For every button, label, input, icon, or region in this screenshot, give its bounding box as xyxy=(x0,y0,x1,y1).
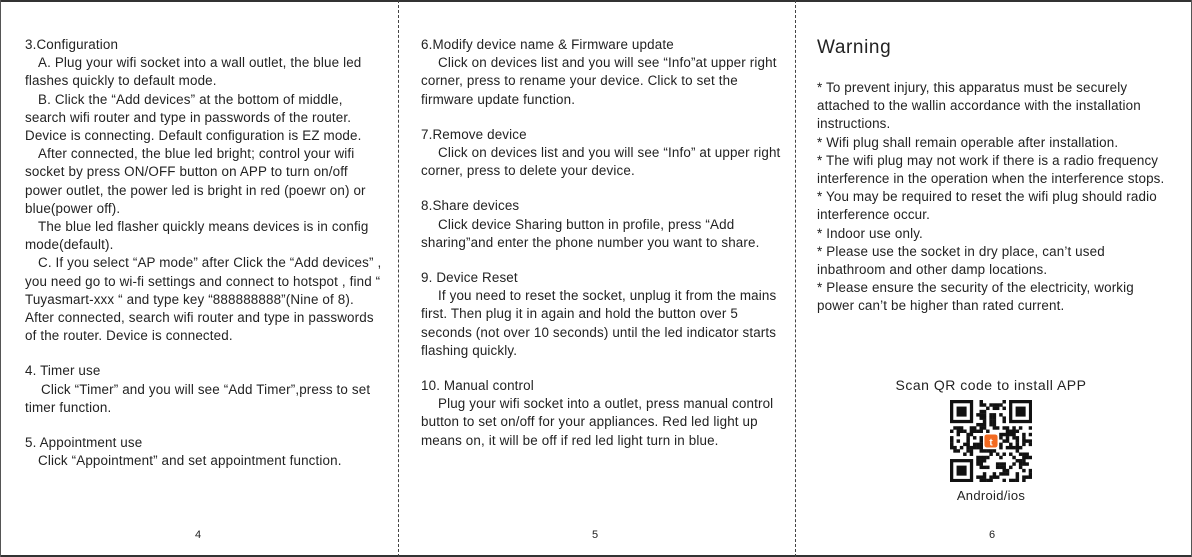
warning-item: * Wifi plug shall remain operable after installation. xyxy=(817,134,1119,150)
fold-line-1 xyxy=(398,0,399,557)
section-7-title: 7.Remove device xyxy=(421,126,527,142)
section-3-step-c: C. If you select “AP mode” after Click the “Add devices” , you need go to wi-fi settings and connect to hotspot , find “ Tuyasmart-xxx “ and type key “888888888”(Nine of 8). After connected, search wifi router and type in passwords of the router. Device is connected. xyxy=(25,255,382,344)
page-border-top xyxy=(0,0,1192,2)
section-9-title: 9. Device Reset xyxy=(421,270,518,286)
qr-title: Scan QR code to install APP xyxy=(895,377,1087,393)
section-8-title: 8.Share devices xyxy=(421,198,520,214)
page-number-6: 6 xyxy=(989,529,996,541)
section-10-body: Plug your wifi socket into a outlet, press manual control button to set on/off for your appliances. Red led light up means on, it will be off if red led light turn in blue. xyxy=(421,396,774,448)
section-7-body: Click on devices list and you will see “Info” at upper right corner, press to delete your device. xyxy=(421,145,781,179)
warning-item: * You may be required to reset the wifi plug should radio interference occur. xyxy=(817,189,1157,223)
fold-line-2 xyxy=(795,0,796,557)
section-3-blue-led-note: The blue led flasher quickly means devices is in config mode(default). xyxy=(25,219,369,253)
section-4-title: 4. Timer use xyxy=(25,363,101,379)
page-border-left xyxy=(0,0,1,557)
section-5-title: 5. Appointment use xyxy=(25,435,143,451)
qr-caption: Android/ios xyxy=(956,488,1026,503)
section-3-step-b: B. Click the “Add devices” at the bottom of middle, search wifi router and type in passwords of the router. Device is connecting. Default configuration is EZ mode. xyxy=(25,91,362,144)
warning-item: * The wifi plug may not work if there is a radio frequency interference in the operation when the interference stops. xyxy=(817,152,1165,187)
page-5-panel xyxy=(421,36,781,450)
svg-text:t: t xyxy=(989,437,993,449)
section-4-body: Click “Timer” and you will see “Add Timer”,press to set timer function. xyxy=(25,381,371,415)
section-3-after-connected: After connected, the blue led bright; control your wifi socket by press ON/OFF button on APP to turn on/off power outlet, the power led is bright in red (poewr on) or blue(power off). xyxy=(25,146,366,216)
warning-item: * Please ensure the security of the electricity, workig power can’t be higher than rated current. xyxy=(817,280,1134,314)
page-4-panel xyxy=(25,36,385,470)
page-6-panel xyxy=(817,36,1173,316)
qr-install-block xyxy=(880,376,1102,503)
section-6-title: 6.Modify device name & Firmware update xyxy=(421,37,674,52)
section-3-step-a: A. Plug your wifi socket into a wall outlet, the blue led flashes quickly to default mode. xyxy=(25,55,362,89)
warning-title: Warning xyxy=(817,37,892,58)
warning-item: * To prevent injury, this apparatus must be securely attached to the wallin accordance with the installation instructions. xyxy=(817,80,1141,132)
page-number-5: 5 xyxy=(592,529,599,541)
warning-item: * Please use the socket in dry place, can’t used inbathroom and other damp locations. xyxy=(817,243,1105,278)
page-number-4: 4 xyxy=(195,529,202,541)
section-5-body: Click “Appointment” and set appointment function. xyxy=(38,453,342,469)
section-6-body: Click on devices list and you will see “Info”at upper right corner, press to rename your device. Click to set the firmware update function. xyxy=(421,55,777,107)
qr-code-icon[interactable] xyxy=(950,400,1032,482)
section-10-title: 10. Manual control xyxy=(421,378,534,394)
section-9-body: If you need to reset the socket, unplug it from the mains first. Then plug it in again and hold the button over 5 seconds (not over 10 seconds) until the led indicator starts flashing quickly. xyxy=(421,288,777,358)
section-3-title: 3.Configuration xyxy=(25,37,119,52)
section-8-body: Click device Sharing button in profile, press “Add sharing”and enter the phone number you want to share. xyxy=(421,216,760,250)
warning-item: * Indoor use only. xyxy=(817,225,923,241)
